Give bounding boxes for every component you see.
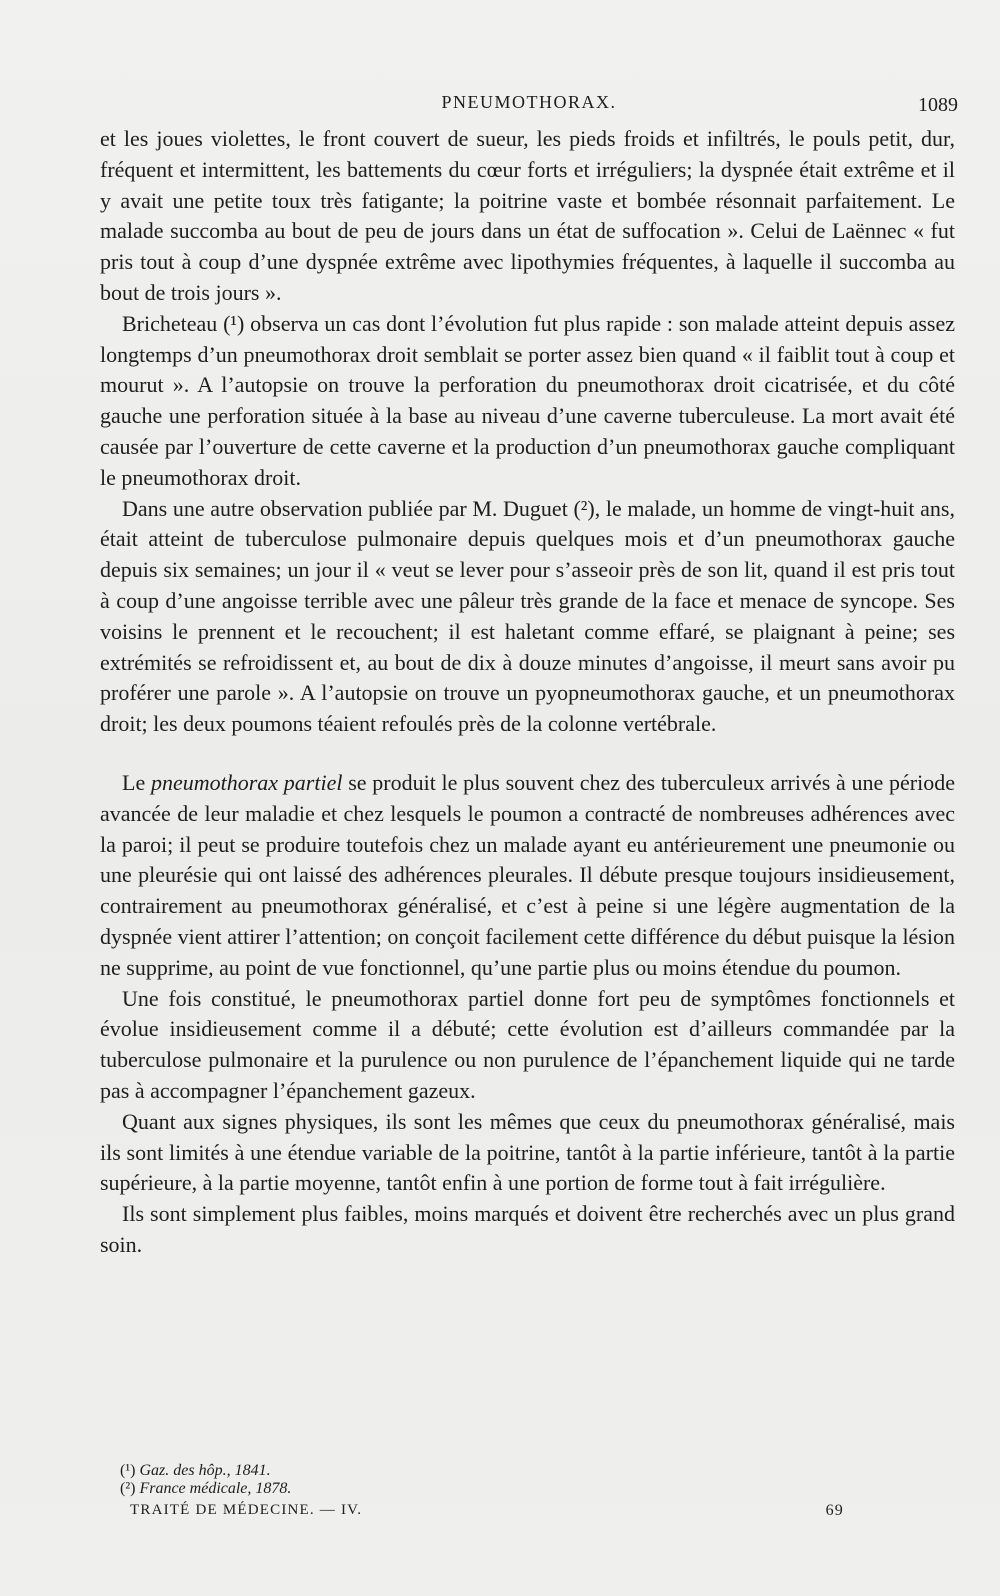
paragraph: Quant aux signes physiques, ils sont les mêmes que ceux du pneumothorax généralisé, mais ils sont limités à une étendue variable de la poitrine, tantôt à la partie inférieure, tantôt à la partie supérieure, à la partie moyenne, tantôt enfin à une portion de forme tout à fait irrégulière. <box>100 1108 955 1196</box>
intro-rest: se produit le plus souvent chez des tuberculeux arrivés à une période avancée de leur maladie et chez lesquels le poumon a contracté de nombreuses adhérences avec la paroi; il peut se produire toutefois chez un malade ayant eu antérieurement une pneumonie ou une pleurésie qui ont laissé des adhérences pleurales. Il débute presque toujours insidieusement, contrairement au pneumothorax généralisé, et c’est à peine si une légère augmentation de la dyspnée vient attirer l’attention; on conçoit facilement cette différence du début puisque la lésion ne supprime, au point de vue fonctionnel, qu’une partie plus ou moins étendue du poumon. <box>100 769 956 980</box>
paragraph: Une fois constitué, le pneumothorax partiel donne fort peu de symptômes fonctionnels et évolue insidieusement comme il a débuté; cette évolution est d’ailleurs commandée par la tuberculose pulmonaire et la purulence ou non purulence de l’épanchement liquide qui ne tarde pas à accompagner l’épanchement gazeux. <box>100 985 955 1103</box>
page-number: 1089 <box>918 94 958 116</box>
intro-prefix: Le <box>122 769 151 795</box>
footnote-marker: (²) <box>120 1480 140 1497</box>
running-title: PNEUMOTHORAX. <box>441 92 617 112</box>
body-text <box>100 124 955 1261</box>
paragraph: Bricheteau (¹) observa un cas dont l’évolution fut plus rapide : son malade atteint depuis assez longtemps d’un pneumothorax droit semblait se porter assez bien quand « il faiblit tout à coup et mourut ». A l’autopsie on trouve la perforation du pneumothorax droit cicatrisée, et du côté gauche une perforation située à la base au niveau d’une caverne tuberculeuse. La mort avait été causée par l’ouverture de cette caverne et la production d’un pneumothorax gauche compliquant le pneumothorax droit. <box>100 310 955 490</box>
footer-title: TRAITÉ DE MÉDECINE. — IV. <box>130 1502 363 1518</box>
page-header <box>100 92 958 122</box>
footnote-text: Gaz. des hôp., 1841. <box>139 1462 271 1479</box>
paragraph: et les joues violettes, le front couvert de sueur, les pieds froids et infiltrés, le pouls petit, dur, fréquent et intermittent, les battements du cœur forts et irréguliers; la dyspnée était extrême et il y avait une petite toux très fatigante; la poitrine vaste et bombée résonnait parfaitement. Le malade succomba au bout de peu de jours dans un état de suffocation ». Celui de Laënnec « fut pris tout à coup d’une dyspnée extrême avec lipothymies fréquentes, à laquelle il succomba au bout de trois jours ». <box>100 126 955 305</box>
section-term: pneumothorax partiel <box>150 769 343 795</box>
footnotes <box>120 1462 920 1498</box>
paragraph: Ils sont simplement plus faibles, moins marqués et doivent être recherchés avec un plus grand soin. <box>100 1201 955 1257</box>
footnote-text: France médicale, 1878. <box>139 1480 292 1497</box>
footnote <box>120 1462 920 1480</box>
page-footer <box>130 1502 844 1526</box>
signature-mark: 69 <box>825 1502 844 1519</box>
paragraph: Dans une autre observation publiée par M. Duguet (²), le malade, un homme de vingt-huit ans, était atteint de tuberculose pulmonaire depuis quelques mois et d’un pneumothorax gauche depuis six semaines; un jour il « veut se lever pour s’asseoir près de son lit, quand il est pris tout à coup d’une angoisse terrible avec une pâleur très grande de la face et menace de syncope. Ses voisins le prennent et le recouchent; il est haletant comme effaré, se plaignant à peine; ses extrémités se refroidissent et, au bout de dix à douze minutes d’angoisse, il meurt sans avoir pu proférer une parole ». A l’autopsie on trouve un pyopneumothorax gauche, et un pneumothorax droit; les deux poumons téaient refoulés près de la colonne vertébrale. <box>100 495 955 737</box>
footnote <box>120 1480 920 1498</box>
section-gap <box>100 740 955 768</box>
partial-pneumothorax-intro <box>100 768 955 984</box>
footnote-marker: (¹) <box>120 1462 140 1479</box>
